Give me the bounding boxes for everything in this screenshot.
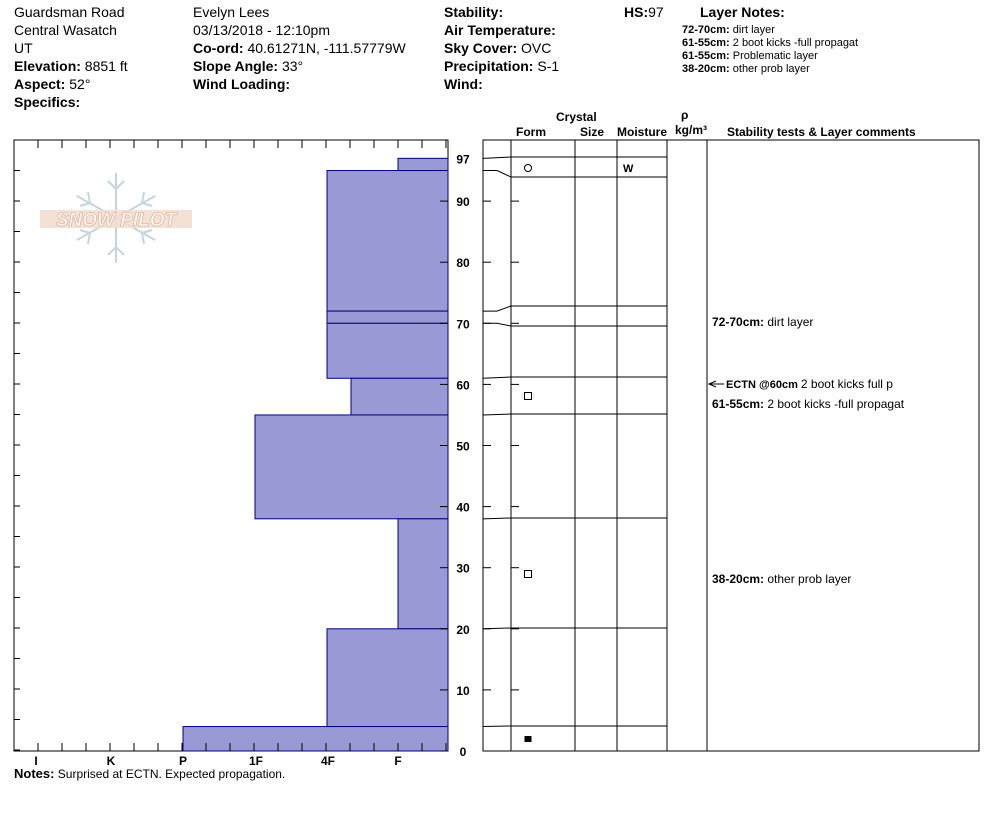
slope-angle: Slope Angle: 33° <box>193 58 304 74</box>
layer-comment: 61-55cm: 2 boot kicks -full propagat <box>712 397 905 411</box>
snow-height: HS:97 <box>624 4 664 20</box>
hardness-label: 4F <box>320 754 336 768</box>
moisture-header: Moisture <box>617 125 668 139</box>
height-label: 10 <box>456 683 470 698</box>
hardness-bar <box>183 727 448 751</box>
layer-connector <box>483 377 511 378</box>
height-label: 30 <box>456 561 470 576</box>
hardness-label: 1F <box>248 754 264 768</box>
layer-note: 61-55cm: Problematic layer <box>682 50 818 62</box>
height-label: 80 <box>456 256 470 271</box>
hardness-label: K <box>106 754 116 768</box>
layer-notes-title: Layer Notes: <box>700 4 785 20</box>
coordinates: Co-ord: 40.61271N, -111.57779W <box>193 40 406 56</box>
specifics: Specifics: <box>14 94 81 110</box>
hardness-bar <box>398 158 448 170</box>
hardness-bar <box>327 311 448 323</box>
layer-note: 72-70cm: dirt layer <box>682 24 775 36</box>
layer-note: 38-20cm: other prob layer <box>682 63 810 75</box>
stability: Stability: <box>444 4 504 20</box>
layer-connector <box>483 628 511 629</box>
aspect: Aspect: 52° <box>14 76 91 92</box>
density-symbol: ρ <box>681 108 689 122</box>
moisture-value: W <box>623 163 634 175</box>
layer-connector <box>483 726 511 727</box>
height-label: 20 <box>456 622 470 637</box>
layer-note: 61-55cm: 2 boot kicks -full propagat <box>682 37 859 49</box>
height-top-label: 97 <box>456 152 470 167</box>
stability-header: Stability tests & Layer comments <box>727 125 916 139</box>
crystal-header: Crystal <box>556 110 597 124</box>
height-label: 70 <box>456 317 470 332</box>
layer-comment: 38-20cm: other prob layer <box>712 572 852 586</box>
height-label: 40 <box>456 500 470 515</box>
hardness-label: P <box>178 754 188 768</box>
layer-connector <box>483 518 511 519</box>
wind: Wind: <box>444 76 483 92</box>
height-label: 90 <box>456 195 470 210</box>
height-label: 0 <box>459 745 467 759</box>
layer-comment: 72-70cm: dirt layer <box>712 315 814 329</box>
hardness-label: F <box>394 754 402 768</box>
size-header: Size <box>580 125 605 139</box>
sky-cover: Sky Cover: OVC <box>444 40 552 56</box>
crystal-form-facet <box>525 393 532 400</box>
precipitation: Precipitation: S-1 <box>444 58 560 74</box>
wind-loading: Wind Loading: <box>193 76 291 92</box>
datetime: 03/13/2018 - 12:10pm <box>193 22 330 38</box>
hardness-bar <box>255 415 448 519</box>
hardness-bar <box>327 629 448 727</box>
range: Central Wasatch <box>14 22 117 38</box>
layer-connector <box>483 171 511 177</box>
hardness-bar <box>327 323 448 378</box>
height-label: 60 <box>456 378 470 393</box>
hardness-bar <box>351 378 448 415</box>
layer-connector <box>483 414 511 415</box>
layer-connector <box>483 306 511 311</box>
layer-connector <box>483 157 511 158</box>
height-label: 50 <box>456 439 470 454</box>
hardness-bar <box>327 171 448 312</box>
elevation: Elevation: 8851 ft <box>14 58 128 74</box>
crystal-form-facet <box>525 571 532 578</box>
hardness-label: I <box>34 754 38 768</box>
air-temperature: Air Temperature: <box>444 22 556 38</box>
location: Guardsman Road <box>14 4 125 20</box>
hardness-bar <box>398 519 448 629</box>
crystal-form-filled <box>525 736 532 742</box>
density-unit: kg/m³ <box>675 123 708 137</box>
layer-comment: ECTN @60cm 2 boot kicks full p <box>726 377 893 391</box>
layer-connector <box>483 323 511 326</box>
state: UT <box>14 40 33 56</box>
observer: Evelyn Lees <box>193 4 270 20</box>
layer-table <box>483 140 979 751</box>
logo-text: SNOW PILOT <box>55 210 177 231</box>
crystal-form-round <box>525 165 532 172</box>
form-header: Form <box>516 125 546 139</box>
snowpilot-logo <box>40 173 192 263</box>
notes: Notes: Surprised at ECTN. Expected propagation. <box>14 766 286 781</box>
